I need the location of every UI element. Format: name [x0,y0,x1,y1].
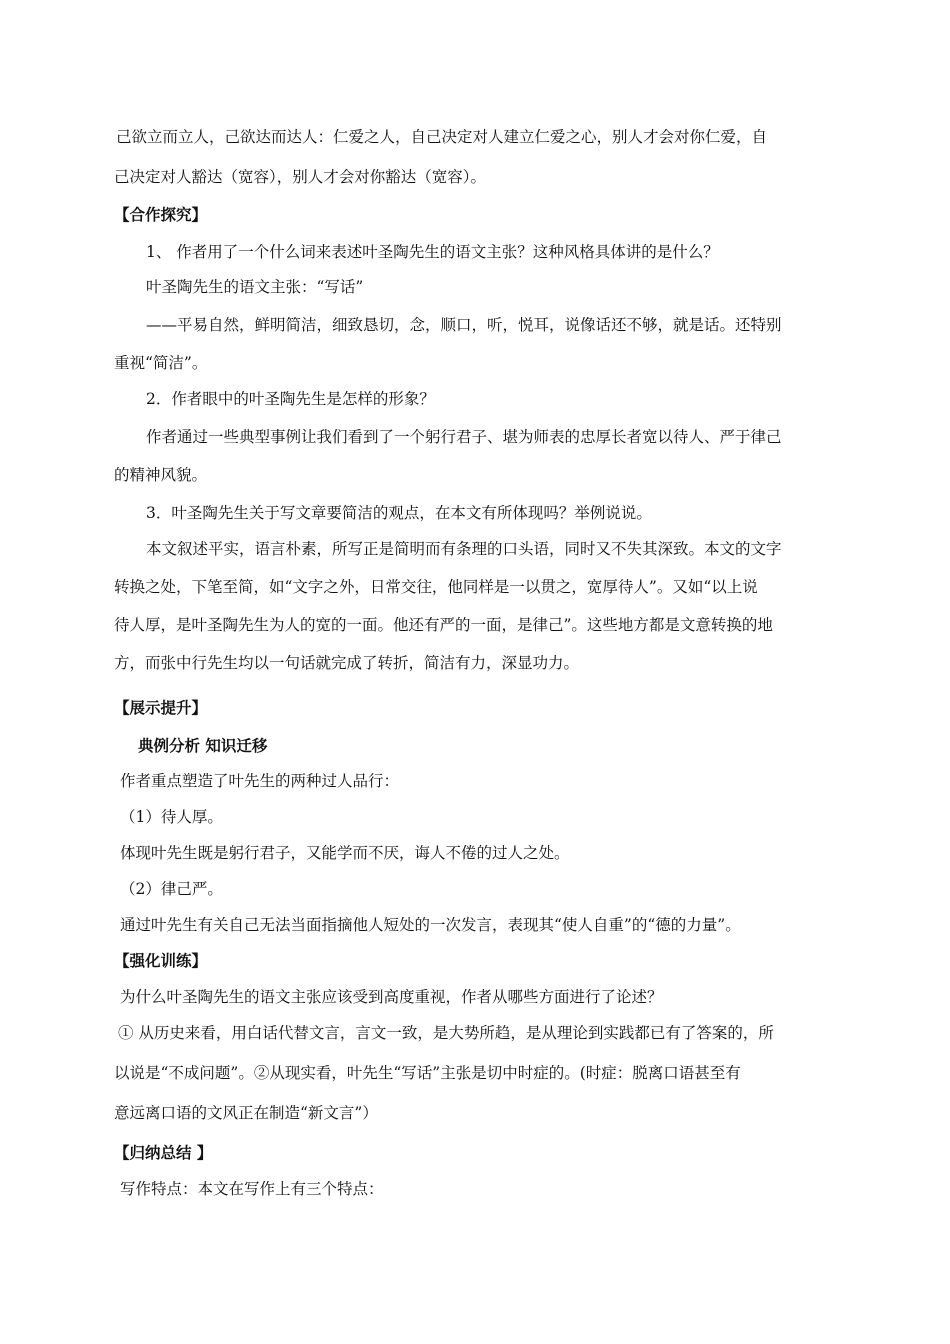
text-line: 为什么叶圣陶先生的语文主张应该受到高度重视，作者从哪些方面进行了论述？ [120,988,663,1006]
question-2: 2．作者眼中的叶圣陶先生是怎样的形象？ [146,390,435,408]
section-heading: 【合作探究】 [114,205,208,224]
text-line: 作者通过一些典型事例让我们看到了一个躬行君子、堪为师表的忠厚长者宽以待人、严于律己 [146,428,782,446]
question-3: 3．叶圣陶先生关于写文章要简洁的观点，在本文有所体现吗？举例说说。 [146,504,652,522]
text-line: （1）待人厚。 [120,808,223,826]
text-line: 转换之处，下笔至简，如“文字之外，日常交往，他同样是一以贯之，宽厚待人”。又如“以上说 [114,578,758,596]
text-line: 作者重点塑造了叶先生的两种过人品行： [120,772,400,790]
text-line: 叶圣陶先生的语文主张：“写话” [146,278,364,296]
section-heading: 【展示提升】 [114,698,208,717]
text-line: 己决定对人豁达（宽容），别人才会对你豁达（宽容）。 [114,168,487,186]
text-line: （2）律己严。 [120,880,223,898]
text-line: 体现叶先生既是躬行君子，又能学而不厌，诲人不倦的过人之处。 [120,844,570,862]
text-line: 意远离口语的文风正在制造“新文言”） [114,1104,378,1122]
text-line: ——平易自然，鲜明简洁，细致恳切，念，顺口，听，悦耳，说像话还不够，就是话。还特别 [146,316,782,334]
section-heading: 【归纳总结 】 [114,1143,213,1162]
text-line: 通过叶先生有关自己无法当面指摘他人短处的一次发言，表现其“使人自重”的“德的力量”。 [120,916,741,934]
text-line: 写作特点：本文在写作上有三个特点： [120,1180,384,1198]
text-line: 本文叙述平实，语言朴素，所写正是简明而有条理的口头语，同时又不失其深致。本文的文字 [146,540,782,558]
text-line: 方，而张中行先生均以一句话就完成了转折，简洁有力，深显功力。 [114,654,580,672]
text-line: ① 从历史来看，用白话代替文言，言文一致，是大势所趋，是从理论到实践都已有了答案的，所 [118,1024,774,1042]
text-line: 待人厚，是叶圣陶先生为人的宽的一面。他还有严的一面，是律己”。这些地方都是文意转换的地 [114,616,773,634]
text-line: 以说是“不成问题”。②从现实看，叶先生“写话”主张是切中时症的。(时症：脱离口语甚至有 [114,1064,741,1082]
question-1: 1、 作者用了一个什么词来表述叶圣陶先生的语文主张？这种风格具体讲的是什么？ [146,243,719,261]
text-line: 的精神风貌。 [114,466,208,484]
subheading: 典例分析 知识迁移 [138,736,268,755]
text-line: 己欲立而立人，己欲达而达人：仁爱之人，自己决定对人建立仁爱之心，别人才会对你仁爱，自 [116,128,768,146]
section-heading: 【强化训练】 [114,951,208,970]
text-line: 重视“简洁”。 [114,354,208,372]
